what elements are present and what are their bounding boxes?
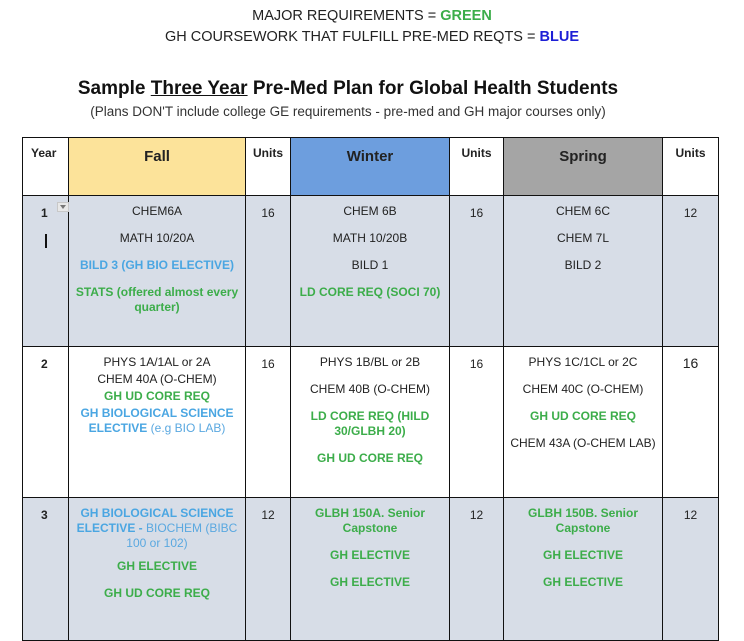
course-item: GH UD CORE REQ bbox=[103, 586, 210, 600]
course-item: GH ELECTIVE bbox=[329, 575, 410, 589]
fall-cell[interactable] bbox=[69, 196, 246, 347]
fall-cell[interactable] bbox=[69, 498, 246, 641]
course-item: GH ELECTIVE bbox=[329, 548, 410, 562]
course-item: CHEM 6C bbox=[555, 204, 610, 218]
header-spring[interactable]: Spring bbox=[504, 138, 663, 196]
text-cursor-icon bbox=[45, 234, 47, 248]
spring-cell[interactable] bbox=[504, 347, 663, 498]
course-item-note: (e.g BIO LAB) bbox=[150, 421, 226, 435]
course-item: GH ELECTIVE bbox=[542, 575, 623, 589]
title-part-2: Pre-Med Plan for Global Health Students bbox=[247, 78, 619, 99]
course-item: CHEM 7L bbox=[556, 231, 609, 245]
course-item: PHYS 1B/BL or 2B bbox=[319, 355, 421, 369]
course-item: PHYS 1A/1AL or 2A bbox=[103, 355, 211, 369]
year-number: 1 bbox=[41, 206, 48, 220]
course-item: GLBH 150A. Senior Capstone bbox=[314, 506, 426, 535]
course-item: CHEM 6B bbox=[343, 204, 397, 218]
course-item: CHEM 40A (O-CHEM) bbox=[97, 372, 217, 386]
page-subtitle: (Plans DON'T include college GE requirements - pre-med and GH major courses only) bbox=[90, 104, 606, 119]
fall-cell[interactable] bbox=[69, 347, 246, 498]
year-cell[interactable] bbox=[23, 196, 69, 347]
header-winter-units[interactable]: Units bbox=[450, 138, 504, 196]
fall-units-cell[interactable]: 16 bbox=[246, 347, 291, 498]
table-row-year-2 bbox=[23, 347, 719, 498]
course-item: LD CORE REQ (HILD 30/GLBH 20) bbox=[310, 409, 430, 438]
page-title bbox=[0, 78, 696, 100]
course-item: GH UD CORE REQ bbox=[529, 409, 636, 423]
header-fall[interactable]: Fall bbox=[69, 138, 246, 196]
header-year[interactable]: Year bbox=[23, 138, 69, 196]
legend-line1-text: MAJOR REQUIREMENTS = bbox=[252, 8, 441, 24]
course-item: CHEM 40C (O-CHEM) bbox=[522, 382, 644, 396]
spring-units-cell[interactable]: 16 bbox=[663, 347, 719, 498]
legend-major-requirements bbox=[0, 8, 744, 24]
course-item: GLBH 150B. Senior Capstone bbox=[527, 506, 639, 535]
course-item: BILD 2 bbox=[564, 258, 602, 272]
spring-units-cell[interactable]: 12 bbox=[663, 498, 719, 641]
winter-units-cell[interactable]: 16 bbox=[450, 196, 504, 347]
course-item: GH UD CORE REQ bbox=[103, 389, 210, 403]
course-item bbox=[75, 506, 239, 551]
header-winter[interactable]: Winter bbox=[291, 138, 450, 196]
table-row-year-1 bbox=[23, 196, 719, 347]
winter-cell[interactable] bbox=[291, 347, 450, 498]
legend-blue-label: BLUE bbox=[539, 29, 579, 45]
course-item: PHYS 1C/1CL or 2C bbox=[528, 355, 638, 369]
course-item: BILD 1 bbox=[351, 258, 389, 272]
course-item: CHEM6A bbox=[131, 204, 182, 218]
course-item: GH ELECTIVE bbox=[542, 548, 623, 562]
course-item: GH UD CORE REQ bbox=[316, 451, 423, 465]
header-fall-units[interactable]: Units bbox=[246, 138, 291, 196]
title-underlined: Three Year bbox=[150, 78, 248, 99]
course-item: LD CORE REQ (SOCI 70) bbox=[299, 285, 441, 299]
spring-cell[interactable] bbox=[504, 196, 663, 347]
course-item: MATH 10/20A bbox=[119, 231, 195, 245]
course-item: BILD 3 (GH BIO ELECTIVE) bbox=[79, 258, 234, 272]
year-cell[interactable]: 3 bbox=[23, 498, 69, 641]
title-part-1: Sample bbox=[77, 78, 151, 99]
spring-cell[interactable] bbox=[504, 498, 663, 641]
legend-green-label: GREEN bbox=[440, 8, 492, 24]
header-row bbox=[23, 138, 719, 196]
year-cell[interactable]: 2 bbox=[23, 347, 69, 498]
winter-units-cell[interactable]: 16 bbox=[450, 347, 504, 498]
winter-cell[interactable] bbox=[291, 196, 450, 347]
winter-cell[interactable] bbox=[291, 498, 450, 641]
course-item: MATH 10/20B bbox=[332, 231, 408, 245]
course-item: GH ELECTIVE bbox=[116, 559, 197, 573]
course-item-main: GH BIOLOGICAL SCIENCE ELECTIVE bbox=[80, 406, 234, 435]
course-item-main: GH BIOLOGICAL SCIENCE ELECTIVE - bbox=[76, 506, 234, 535]
fall-units-cell[interactable]: 16 bbox=[246, 196, 291, 347]
course-item: CHEM 40B (O-CHEM) bbox=[309, 382, 430, 396]
plan-table bbox=[22, 137, 719, 641]
course-item: STATS (offered almost every quarter) bbox=[75, 285, 239, 314]
legend-premed-coursework bbox=[0, 29, 744, 45]
header-spring-units[interactable]: Units bbox=[663, 138, 719, 196]
course-item: CHEM 43A (O-CHEM LAB) bbox=[510, 436, 656, 450]
dropdown-arrow-icon[interactable] bbox=[57, 202, 69, 212]
table-row-year-3 bbox=[23, 498, 719, 641]
legend-line2-text: GH COURSEWORK THAT FULFILL PRE-MED REQTS = bbox=[165, 29, 540, 45]
spring-units-cell[interactable]: 12 bbox=[663, 196, 719, 347]
fall-units-cell[interactable]: 12 bbox=[246, 498, 291, 641]
course-item bbox=[75, 406, 239, 436]
course-item-note: BIOCHEM (BIBC 100 or 102) bbox=[126, 521, 238, 550]
winter-units-cell[interactable]: 12 bbox=[450, 498, 504, 641]
